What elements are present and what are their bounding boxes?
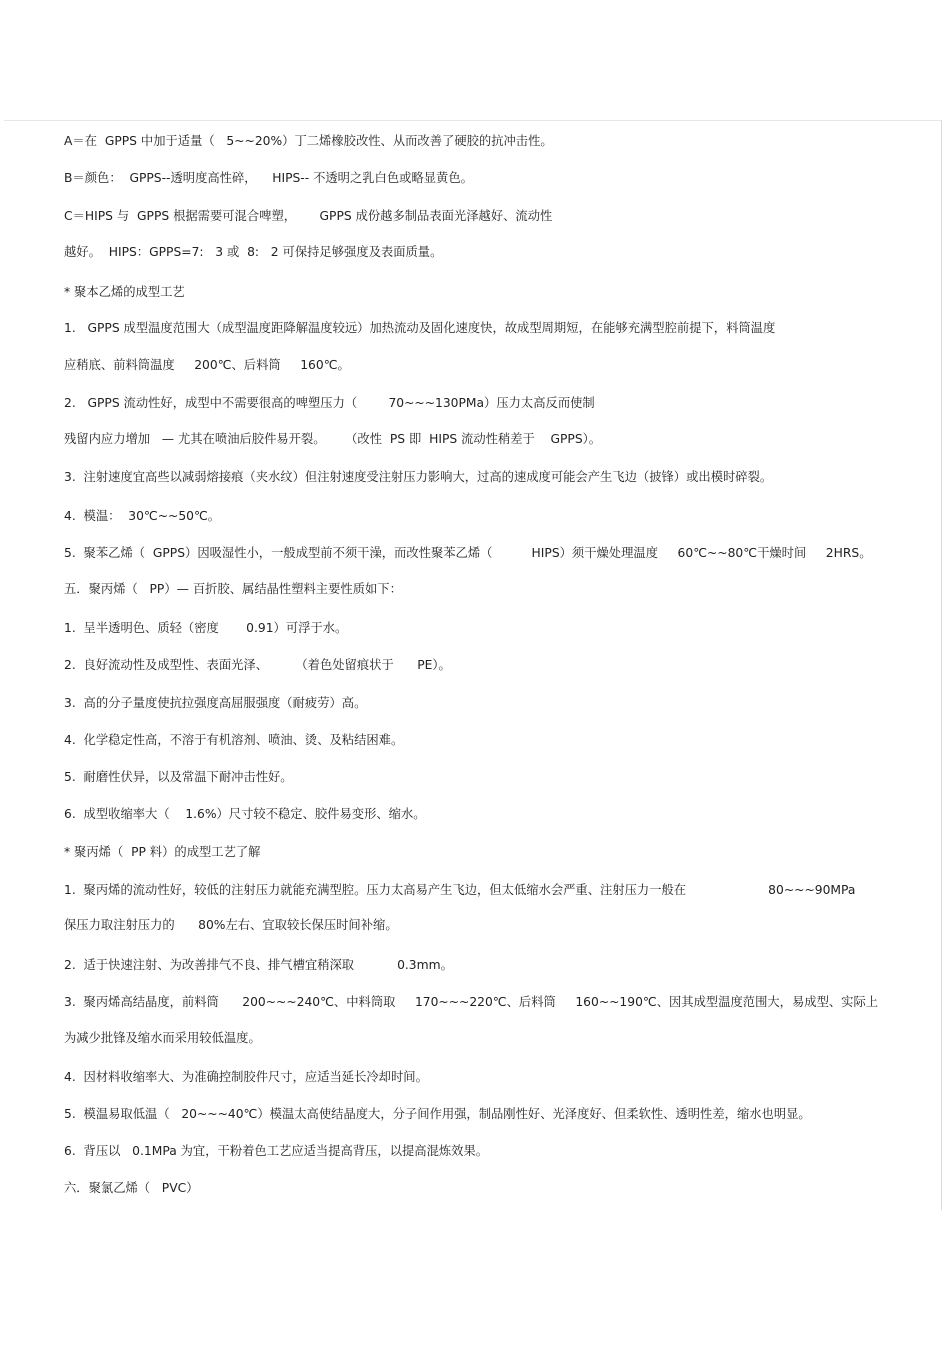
text-line: 2. GPPS 流动性好，成型中不需要很高的啤塑压力（ 70~~~130PMa）压力太高反而使制 [64, 396, 595, 410]
section-heading: * 聚本乙烯的成型工艺 [64, 285, 185, 299]
section-heading: 六．聚氯乙烯（ PVC） [64, 1181, 199, 1195]
text-line: 5. 耐磨性伏异，以及常温下耐冲击性好。 [64, 770, 293, 784]
text-line: 残留内应力增加 — 尤其在喷油后胶件易开裂。 （改性 PS 即 HIPS 流动性稍差于 GPPS）。 [64, 432, 602, 446]
text-line: 5. 聚苯乙烯（ GPPS）因吸湿性小，一般成型前不须干澡，而改性聚苯乙烯（ HIPS）须干燥处理温度 60℃~~80℃干燥时间 2HRS。 [64, 546, 872, 560]
text-line: 4. 因材料收缩率大、为准确控制胶件尺寸，应适当延长冷却时间。 [64, 1070, 428, 1084]
text-line: A＝在 GPPS 中加于适量（ 5~~20%）丁二烯橡胶改性、从而改善了硬胶的抗冲击性。 [64, 134, 553, 148]
text-line: 2. 适于快速注射、为改善排气不良、排气槽宜稍深取 0.3mm。 [64, 958, 453, 972]
text-line: 应稍底、前料筒温度 200℃、后料筒 160℃。 [64, 358, 350, 372]
text-line: C＝HIPS 与 GPPS 根据需要可混合啤塑， GPPS 成份越多制品表面光泽越好、流动性 [64, 209, 553, 223]
text-line: B＝颜色： GPPS--透明度高性碎， HIPS-- 不透明之乳白色或略显黄色。 [64, 171, 473, 185]
section-heading: * 聚丙烯（ PP 料）的成型工艺了解 [64, 845, 261, 859]
text-line: 5. 模温易取低温（ 20~~~40℃）模温太高使结晶度大，分子间作用强，制品刚性好、光泽度好、但柔软性、透明性差，缩水也明显。 [64, 1107, 811, 1121]
text-line: 6. 背压以 0.1MPa 为宜，干粉着色工艺应适当提高背压，以提高混炼效果。 [64, 1144, 489, 1158]
text-line: 3. 聚丙烯高结晶度，前料筒 200~~~240℃、中料筒取 170~~~220℃、后料筒 160~~190℃、因其成型温度范围大，易成型、实际上 [64, 995, 879, 1009]
text-line: 3. 注射速度宜高些以减弱熔接痕（夹水纹）但注射速度受注射压力影响大，过高的速成度可能会产生飞边（披锋）或出模时碎裂。 [64, 470, 773, 484]
text-line: 1. 聚丙烯的流动性好，较低的注射压力就能充满型腔。压力太高易产生飞边，但太低缩水会严重、注射压力一般在 80~~~90MPa [64, 883, 856, 897]
text-line: 3. 高的分子量度使抗拉强度高屈服强度（耐疲劳）高。 [64, 696, 367, 710]
text-line: 为减少批锋及缩水而采用较低温度。 [64, 1031, 261, 1045]
text-line: 4. 化学稳定性高，不溶于有机溶剂、喷油、烫、及粘结困难。 [64, 733, 404, 747]
text-line: 1. GPPS 成型温度范围大（成型温度距降解温度较远）加热流动及固化速度快，故成型周期短，在能够充满型腔前提下，料筒温度 [64, 321, 776, 335]
text-line: 1. 呈半透明色、质轻（密度 0.91）可浮于水。 [64, 621, 348, 635]
text-line: 2. 良好流动性及成型性、表面光泽、 （着色处留痕状于 PE）。 [64, 658, 451, 672]
text-line: 保压力取注射压力的 80%左右、宜取较长保压时间补缩。 [64, 918, 398, 932]
text-line: 越好。 HIPS：GPPS=7: 3 或 8: 2 可保持足够强度及表面质量。 [64, 245, 443, 259]
text-line: 4. 模温： 30℃~~50℃。 [64, 509, 221, 523]
section-heading: 五．聚丙烯（ PP）— 百折胶、属结晶性塑料主要性质如下： [64, 582, 402, 596]
text-line: 6. 成型收缩率大（ 1.6%）尺寸较不稳定、胶件易变形、缩水。 [64, 807, 426, 821]
